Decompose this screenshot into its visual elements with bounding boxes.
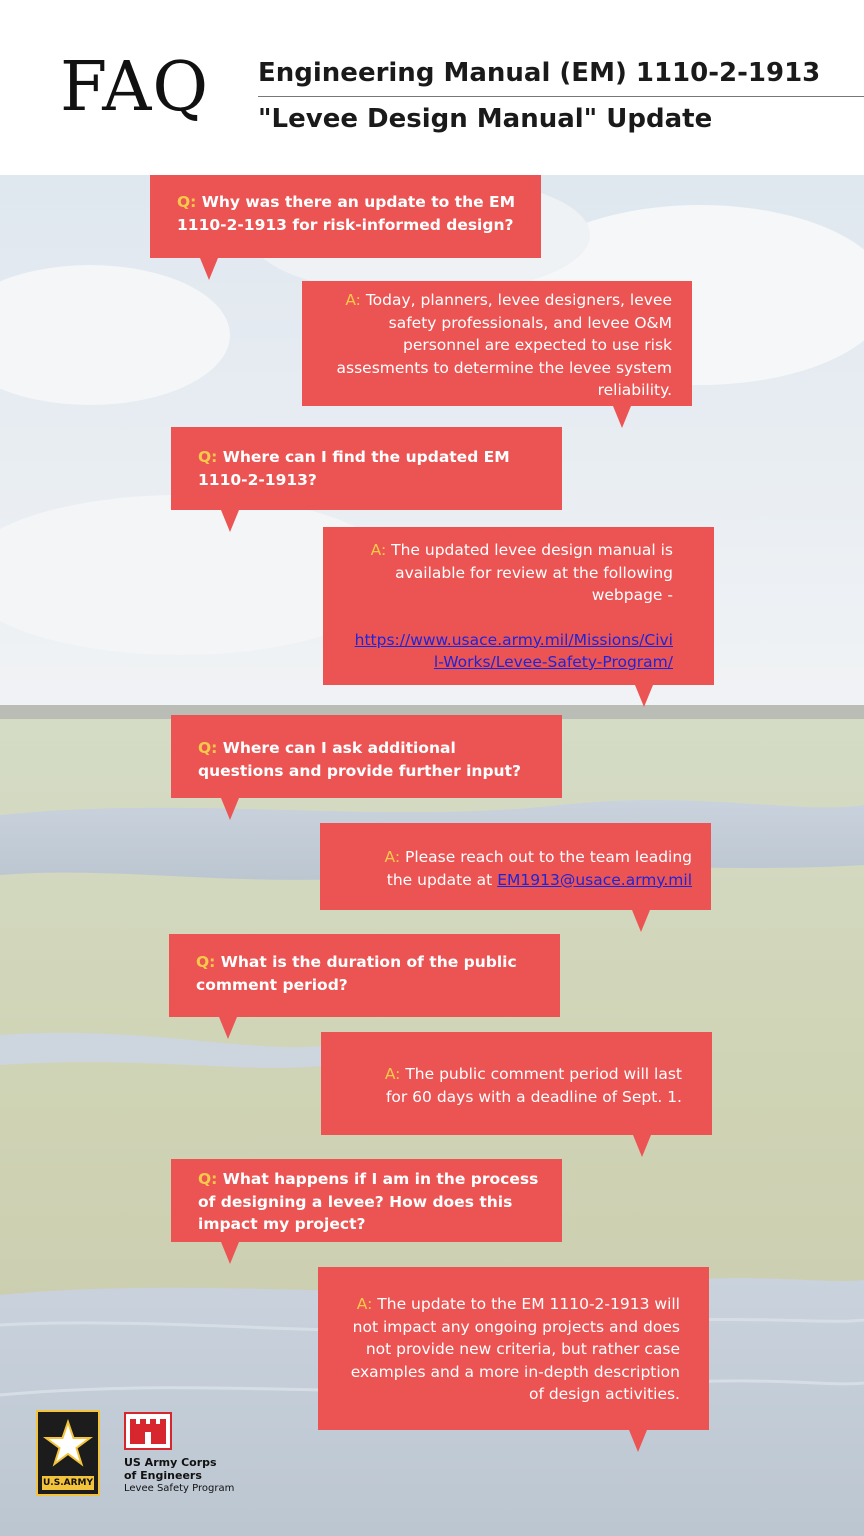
- star-icon: [38, 1414, 98, 1474]
- answer-text: Today, planners, levee designers, levee safety professionals, and levee O&M personnel are expected to use risk assesments to determine the levee system reliability.: [336, 291, 672, 399]
- bubble-tail: [221, 1242, 239, 1264]
- question-marker: Q:: [198, 739, 218, 757]
- bubble-tail: [221, 510, 239, 532]
- question-bubble-1: [150, 175, 541, 258]
- question-text: Where can I find the updated EM 1110-2-1913?: [198, 448, 510, 489]
- answer-bubble-1: [302, 281, 692, 406]
- usace-name-line1: US Army Corps: [124, 1456, 217, 1469]
- manual-subtitle: "Levee Design Manual" Update: [258, 104, 713, 134]
- bubble-tail: [613, 406, 631, 428]
- bubble-tail: [635, 685, 653, 707]
- usace-name-line2: of Engineers: [124, 1469, 202, 1482]
- question-text: What is the duration of the public comment period?: [196, 953, 517, 994]
- title-divider: [258, 96, 864, 97]
- answer-marker: A:: [370, 541, 387, 559]
- question-bubble-4: [169, 934, 560, 1017]
- bubble-tail: [221, 798, 239, 820]
- question-text: Where can I ask additional questions and provide further input?: [198, 739, 521, 780]
- answer-text: The updated levee design manual is available for review at the following webpage -: [391, 541, 673, 604]
- answer-bubble-5: [318, 1267, 709, 1430]
- manual-title: Engineering Manual (EM) 1110-2-1913: [258, 58, 821, 88]
- question-text: What happens if I am in the process of designing a levee? How does this impact my project?: [198, 1170, 539, 1233]
- question-marker: Q:: [177, 193, 197, 211]
- faq-title: FAQ: [60, 48, 210, 127]
- answer-text: Please reach out to the team leading the update at: [386, 848, 692, 889]
- answer-marker: A:: [356, 1295, 373, 1313]
- question-bubble-3: [171, 715, 562, 798]
- bubble-tail: [633, 1135, 651, 1157]
- header: [0, 0, 864, 175]
- army-star-logo: [36, 1410, 100, 1496]
- bubble-tail: [219, 1017, 237, 1039]
- army-wordmark: U.S.ARMY: [43, 1478, 93, 1488]
- bubble-tail: [632, 910, 650, 932]
- answer-marker: A:: [345, 291, 361, 309]
- levee-safety-program-link[interactable]: https://www.usace.army.mil/Missions/Civil-Works/Levee-Safety-Program/: [354, 630, 673, 671]
- answer-bubble-3: [320, 823, 711, 910]
- answer-marker: A:: [384, 1065, 401, 1083]
- bubble-tail: [629, 1430, 647, 1452]
- email-link[interactable]: EM1913@usace.army.mil: [497, 870, 692, 889]
- levee-safety-program-label: Levee Safety Program: [124, 1483, 235, 1494]
- question-marker: Q:: [196, 953, 216, 971]
- answer-text: The public comment period will last for 60 days with a deadline of Sept. 1.: [385, 1065, 682, 1106]
- answer-marker: A:: [384, 848, 401, 866]
- answer-bubble-2: [323, 527, 714, 685]
- question-marker: Q:: [198, 448, 218, 466]
- question-bubble-2: [171, 427, 562, 510]
- castle-icon: [124, 1412, 172, 1450]
- answer-text: The update to the EM 1110-2-1913 will not impact any ongoing projects and does not provide new criteria, but rather case examples and a more in-depth description of design activities.: [350, 1295, 680, 1403]
- question-text: Why was there an update to the EM 1110-2-1913 for risk-informed design?: [177, 193, 516, 234]
- question-bubble-5: [171, 1159, 562, 1242]
- question-marker: Q:: [198, 1170, 218, 1188]
- answer-bubble-4: [321, 1032, 712, 1135]
- bubble-tail: [200, 258, 218, 280]
